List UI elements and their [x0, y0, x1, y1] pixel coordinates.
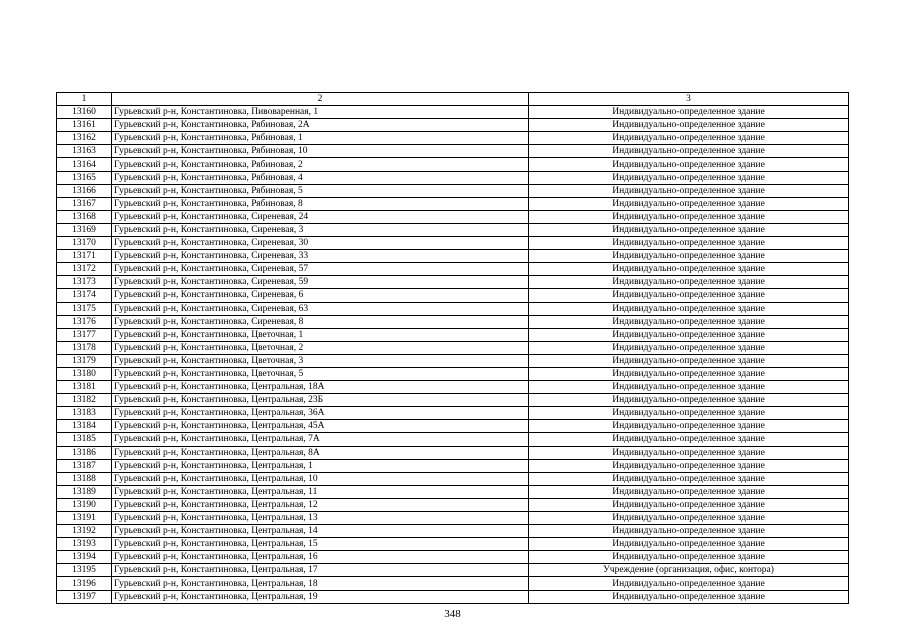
- object-type-cell: Индивидуально-определенное здание: [529, 407, 849, 420]
- address-cell: Гурьевский р-н, Константиновка, Рябиновая, 10: [112, 145, 529, 158]
- address-cell: Гурьевский р-н, Константиновка, Рябиновая, 4: [112, 171, 529, 184]
- row-number: 13185: [57, 433, 112, 446]
- row-number: 13195: [57, 564, 112, 577]
- row-number: 13162: [57, 132, 112, 145]
- row-number: 13167: [57, 197, 112, 210]
- table-row: [57, 525, 849, 538]
- object-type-cell: Индивидуально-определенное здание: [529, 210, 849, 223]
- table-header-row: [57, 93, 849, 106]
- object-type-cell: Индивидуально-определенное здание: [529, 394, 849, 407]
- object-type-cell: Индивидуально-определенное здание: [529, 132, 849, 145]
- table-row: [57, 420, 849, 433]
- address-cell: Гурьевский р-н, Константиновка, Сиреневая, 33: [112, 250, 529, 263]
- row-number: 13182: [57, 394, 112, 407]
- row-number: 13188: [57, 472, 112, 485]
- table-row: [57, 210, 849, 223]
- address-cell: Гурьевский р-н, Константиновка, Центральная, 10: [112, 472, 529, 485]
- address-cell: Гурьевский р-н, Константиновка, Сиреневая, 8: [112, 315, 529, 328]
- address-cell: Гурьевский р-н, Константиновка, Центральная, 36А: [112, 407, 529, 420]
- table-row: [57, 171, 849, 184]
- address-cell: Гурьевский р-н, Константиновка, Центральная, 12: [112, 498, 529, 511]
- table-row: [57, 446, 849, 459]
- row-number: 13187: [57, 459, 112, 472]
- row-number: 13196: [57, 577, 112, 590]
- row-number: 13193: [57, 538, 112, 551]
- row-number: 13189: [57, 485, 112, 498]
- address-cell: Гурьевский р-н, Константиновка, Центральная, 19: [112, 590, 529, 603]
- address-cell: Гурьевский р-н, Константиновка, Пивоваренная, 1: [112, 106, 529, 119]
- address-cell: Гурьевский р-н, Константиновка, Центральная, 17: [112, 564, 529, 577]
- address-cell: Гурьевский р-н, Константиновка, Сиреневая, 3: [112, 223, 529, 236]
- row-number: 13174: [57, 289, 112, 302]
- table-row: [57, 184, 849, 197]
- row-number: 13197: [57, 590, 112, 603]
- object-type-cell: Индивидуально-определенное здание: [529, 512, 849, 525]
- column-header-2: 2: [112, 93, 529, 106]
- row-number: 13165: [57, 171, 112, 184]
- row-number: 13179: [57, 354, 112, 367]
- table-row: [57, 302, 849, 315]
- object-type-cell: Индивидуально-определенное здание: [529, 551, 849, 564]
- row-number: 13192: [57, 525, 112, 538]
- table-row: [57, 119, 849, 132]
- address-cell: Гурьевский р-н, Константиновка, Центральная, 45А: [112, 420, 529, 433]
- object-type-cell: Индивидуально-определенное здание: [529, 184, 849, 197]
- row-number: 13164: [57, 158, 112, 171]
- row-number: 13183: [57, 407, 112, 420]
- address-cell: Гурьевский р-н, Константиновка, Рябиновая, 1: [112, 132, 529, 145]
- address-cell: Гурьевский р-н, Константиновка, Сиреневая, 59: [112, 276, 529, 289]
- table-row: [57, 433, 849, 446]
- table-row: [57, 237, 849, 250]
- address-cell: Гурьевский р-н, Константиновка, Рябиновая, 8: [112, 197, 529, 210]
- table-row: [57, 590, 849, 603]
- address-cell: Гурьевский р-н, Константиновка, Центральная, 13: [112, 512, 529, 525]
- table-row: [57, 354, 849, 367]
- column-header-3: 3: [529, 93, 849, 106]
- column-header-1: 1: [57, 93, 112, 106]
- table-row: [57, 577, 849, 590]
- object-type-cell: Индивидуально-определенное здание: [529, 315, 849, 328]
- address-cell: Гурьевский р-н, Константиновка, Центральная, 1: [112, 459, 529, 472]
- object-type-cell: Индивидуально-определенное здание: [529, 367, 849, 380]
- address-cell: Гурьевский р-н, Константиновка, Центральная, 15: [112, 538, 529, 551]
- object-type-cell: Индивидуально-определенное здание: [529, 106, 849, 119]
- row-number: 13180: [57, 367, 112, 380]
- address-cell: Гурьевский р-н, Константиновка, Центральная, 11: [112, 485, 529, 498]
- table-row: [57, 538, 849, 551]
- address-cell: Гурьевский р-н, Константиновка, Сиреневая, 24: [112, 210, 529, 223]
- table-row: [57, 407, 849, 420]
- table-row: [57, 328, 849, 341]
- table-row: [57, 564, 849, 577]
- table-row: [57, 512, 849, 525]
- row-number: 13168: [57, 210, 112, 223]
- table-row: [57, 223, 849, 236]
- table-row: [57, 250, 849, 263]
- address-cell: Гурьевский р-н, Константиновка, Центральная, 16: [112, 551, 529, 564]
- table-row: [57, 197, 849, 210]
- object-type-cell: Индивидуально-определенное здание: [529, 525, 849, 538]
- address-cell: Гурьевский р-н, Константиновка, Цветочная, 1: [112, 328, 529, 341]
- table-row: [57, 485, 849, 498]
- table-row: [57, 394, 849, 407]
- address-cell: Гурьевский р-н, Константиновка, Сиреневая, 30: [112, 237, 529, 250]
- address-cell: Гурьевский р-н, Константиновка, Рябиновая, 5: [112, 184, 529, 197]
- row-number: 13181: [57, 381, 112, 394]
- address-cell: Гурьевский р-н, Константиновка, Цветочная, 2: [112, 341, 529, 354]
- object-type-cell: Индивидуально-определенное здание: [529, 420, 849, 433]
- page-number: 348: [444, 608, 461, 620]
- address-cell: Гурьевский р-н, Константиновка, Рябиновая, 2А: [112, 119, 529, 132]
- address-cell: Гурьевский р-н, Константиновка, Центральная, 23Б: [112, 394, 529, 407]
- table-row: [57, 367, 849, 380]
- address-cell: Гурьевский р-н, Константиновка, Сиреневая, 6: [112, 289, 529, 302]
- table-row: [57, 158, 849, 171]
- object-type-cell: Учреждение (организация, офис, контора): [529, 564, 849, 577]
- row-number: 13172: [57, 263, 112, 276]
- object-type-cell: Индивидуально-определенное здание: [529, 577, 849, 590]
- row-number: 13175: [57, 302, 112, 315]
- property-table: [56, 92, 849, 604]
- row-number: 13176: [57, 315, 112, 328]
- object-type-cell: Индивидуально-определенное здание: [529, 446, 849, 459]
- row-number: 13191: [57, 512, 112, 525]
- row-number: 13186: [57, 446, 112, 459]
- row-number: 13171: [57, 250, 112, 263]
- row-number: 13170: [57, 237, 112, 250]
- object-type-cell: Индивидуально-определенное здание: [529, 119, 849, 132]
- object-type-cell: Индивидуально-определенное здание: [529, 276, 849, 289]
- row-number: 13166: [57, 184, 112, 197]
- row-number: 13160: [57, 106, 112, 119]
- row-number: 13163: [57, 145, 112, 158]
- table-row: [57, 551, 849, 564]
- row-number: 13184: [57, 420, 112, 433]
- object-type-cell: Индивидуально-определенное здание: [529, 498, 849, 511]
- table-row: [57, 459, 849, 472]
- table-row: [57, 276, 849, 289]
- object-type-cell: Индивидуально-определенное здание: [529, 341, 849, 354]
- object-type-cell: Индивидуально-определенное здание: [529, 145, 849, 158]
- object-type-cell: Индивидуально-определенное здание: [529, 197, 849, 210]
- table-row: [57, 315, 849, 328]
- object-type-cell: Индивидуально-определенное здание: [529, 354, 849, 367]
- row-number: 13177: [57, 328, 112, 341]
- object-type-cell: Индивидуально-определенное здание: [529, 250, 849, 263]
- object-type-cell: Индивидуально-определенное здание: [529, 223, 849, 236]
- object-type-cell: Индивидуально-определенное здание: [529, 302, 849, 315]
- object-type-cell: Индивидуально-определенное здание: [529, 433, 849, 446]
- table-row: [57, 263, 849, 276]
- object-type-cell: Индивидуально-определенное здание: [529, 237, 849, 250]
- table-row: [57, 132, 849, 145]
- address-cell: Гурьевский р-н, Константиновка, Центральная, 8А: [112, 446, 529, 459]
- table-row: [57, 106, 849, 119]
- row-number: 13173: [57, 276, 112, 289]
- object-type-cell: Индивидуально-определенное здание: [529, 158, 849, 171]
- address-cell: Гурьевский р-н, Константиновка, Сиреневая, 63: [112, 302, 529, 315]
- table-row: [57, 341, 849, 354]
- table-body: [57, 106, 849, 604]
- address-cell: Гурьевский р-н, Константиновка, Цветочная, 3: [112, 354, 529, 367]
- object-type-cell: Индивидуально-определенное здание: [529, 263, 849, 276]
- address-cell: Гурьевский р-н, Константиновка, Цветочная, 5: [112, 367, 529, 380]
- object-type-cell: Индивидуально-определенное здание: [529, 590, 849, 603]
- table-row: [57, 381, 849, 394]
- object-type-cell: Индивидуально-определенное здание: [529, 485, 849, 498]
- object-type-cell: Индивидуально-определенное здание: [529, 328, 849, 341]
- object-type-cell: Индивидуально-определенное здание: [529, 289, 849, 302]
- object-type-cell: Индивидуально-определенное здание: [529, 381, 849, 394]
- row-number: 13178: [57, 341, 112, 354]
- object-type-cell: Индивидуально-определенное здание: [529, 472, 849, 485]
- row-number: 13190: [57, 498, 112, 511]
- address-cell: Гурьевский р-н, Константиновка, Центральная, 14: [112, 525, 529, 538]
- table-row: [57, 498, 849, 511]
- address-cell: Гурьевский р-н, Константиновка, Центральная, 18: [112, 577, 529, 590]
- table-row: [57, 145, 849, 158]
- table-row: [57, 472, 849, 485]
- address-cell: Гурьевский р-н, Константиновка, Рябиновая, 2: [112, 158, 529, 171]
- object-type-cell: Индивидуально-определенное здание: [529, 459, 849, 472]
- address-cell: Гурьевский р-н, Константиновка, Сиреневая, 57: [112, 263, 529, 276]
- address-cell: Гурьевский р-н, Константиновка, Центральная, 18А: [112, 381, 529, 394]
- object-type-cell: Индивидуально-определенное здание: [529, 171, 849, 184]
- row-number: 13161: [57, 119, 112, 132]
- row-number: 13194: [57, 551, 112, 564]
- row-number: 13169: [57, 223, 112, 236]
- address-cell: Гурьевский р-н, Константиновка, Центральная, 7А: [112, 433, 529, 446]
- table-row: [57, 289, 849, 302]
- object-type-cell: Индивидуально-определенное здание: [529, 538, 849, 551]
